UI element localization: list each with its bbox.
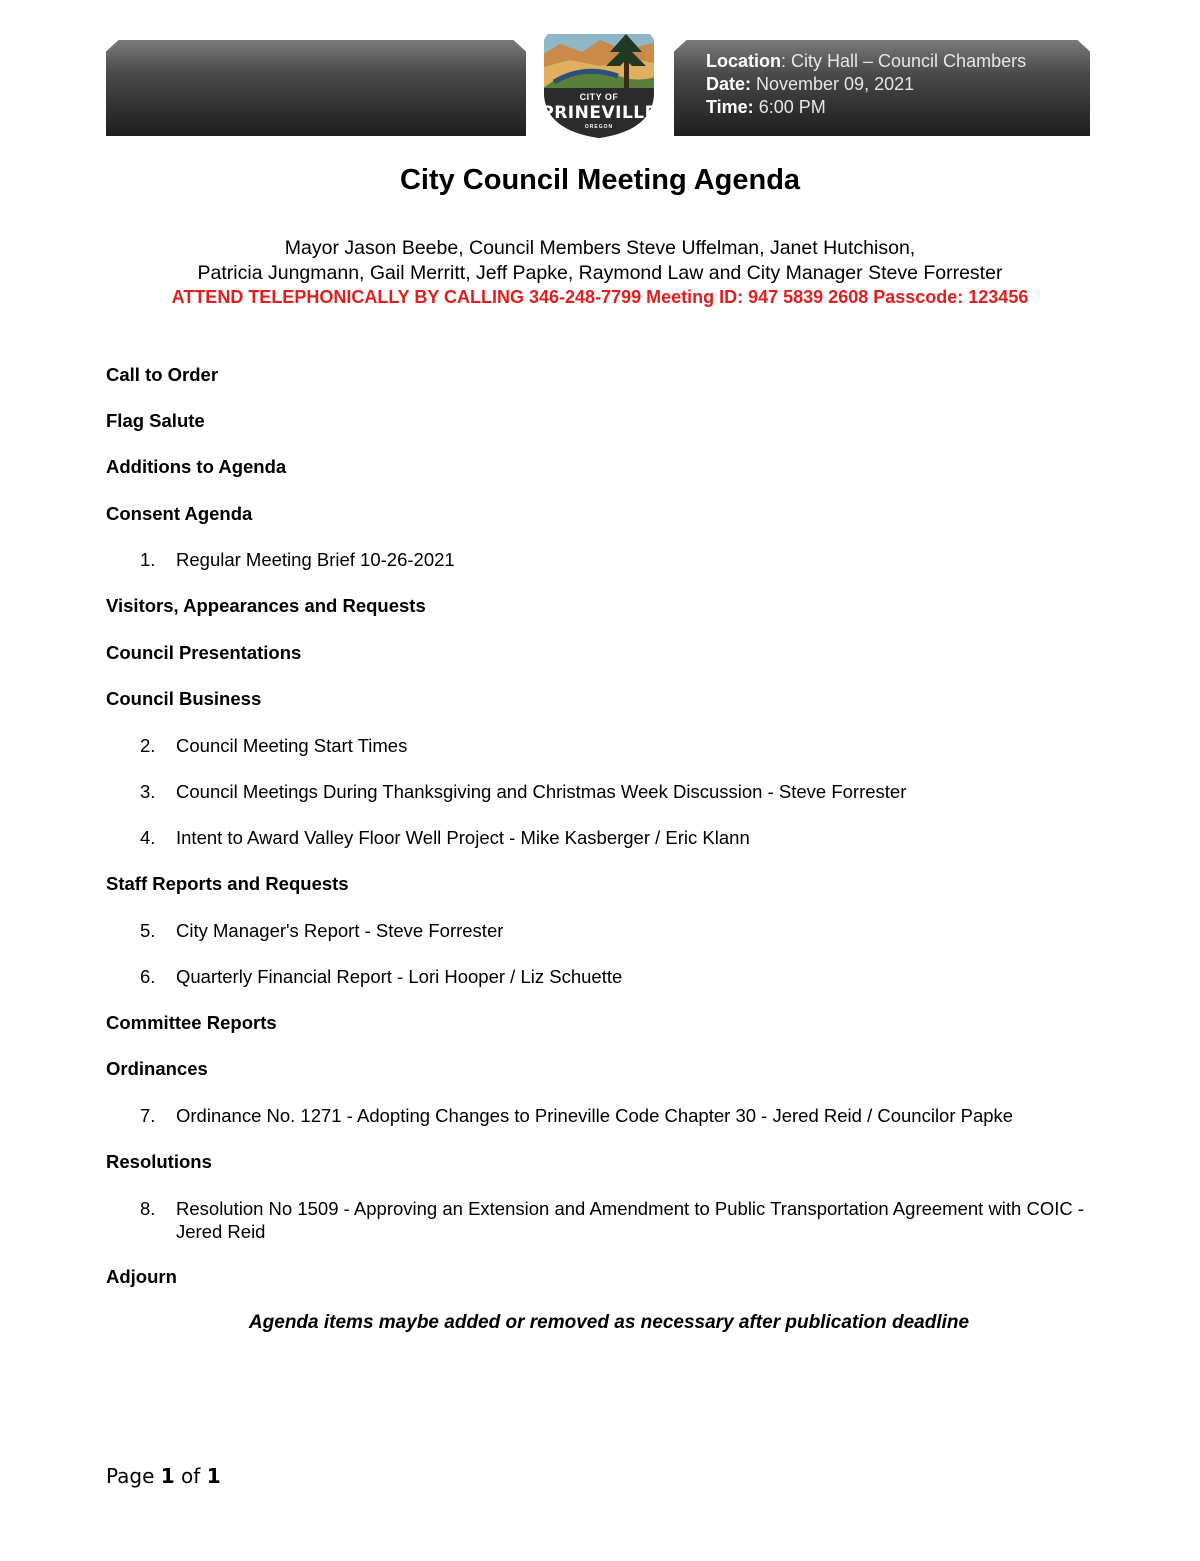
item-number: 3. [140, 781, 156, 802]
agenda-item [140, 734, 1100, 757]
agenda-item [140, 919, 1100, 942]
section-presentations: Council Presentations [106, 642, 302, 663]
section-flag-salute: Flag Salute [106, 410, 205, 431]
section-committee-reports: Committee Reports [106, 1012, 277, 1033]
section-resolutions: Resolutions [106, 1151, 212, 1172]
page-prefix: Page [106, 1464, 161, 1488]
city-logo [540, 30, 658, 140]
page-title: City Council Meeting Agenda [399, 164, 801, 196]
location-line [706, 50, 1026, 73]
item-number: 1. [140, 549, 156, 570]
section-ordinances: Ordinances [106, 1058, 208, 1079]
date-label: Date: [706, 74, 752, 94]
time-label: Time: [706, 97, 754, 117]
item-number: 8. [140, 1198, 156, 1219]
date-line [706, 73, 1026, 96]
agenda-item [140, 965, 1100, 988]
agenda-item [140, 1104, 1100, 1127]
telephone-notice: ATTEND TELEPHONICALLY BY CALLING 346-248-7799 Meeting ID: 947 5839 2608 Passcode: 123456 [171, 287, 1029, 307]
section-adjourn: Adjourn [106, 1266, 177, 1287]
page-current: 1 [160, 1464, 175, 1488]
item-number: 2. [140, 735, 156, 756]
logo-city-of: CITY OF [579, 92, 619, 102]
item-text: Regular Meeting Brief 10-26-2021 [176, 549, 455, 570]
attendees [0, 236, 1200, 286]
section-additions: Additions to Agenda [106, 456, 287, 477]
agenda-item [140, 780, 1100, 803]
agenda-item [140, 1197, 1100, 1243]
footer-note: Agenda items maybe added or removed as necessary after publication deadline [248, 1312, 970, 1333]
attendees-line-2: Patricia Jungmann, Gail Merritt, Jeff Papke, Raymond Law and City Manager Steve Forrester [197, 262, 1003, 284]
section-call-to-order: Call to Order [106, 364, 219, 385]
section-visitors: Visitors, Appearances and Requests [106, 595, 426, 616]
time-line [706, 96, 1026, 119]
item-number: 5. [140, 920, 156, 941]
item-number: 6. [140, 966, 156, 987]
section-consent-agenda: Consent Agenda [106, 503, 253, 524]
item-number: 7. [140, 1105, 156, 1126]
location-label: Location [706, 51, 781, 71]
item-text: Council Meeting Start Times [176, 735, 408, 756]
item-text: Resolution No 1509 - Approving an Extension and Amendment to Public Transportation Agreement with COIC - Jered Reid [176, 1198, 1085, 1242]
attendees-line-1: Mayor Jason Beebe, Council Members Steve Uffelman, Janet Hutchison, [284, 237, 916, 259]
item-text: Council Meetings During Thanksgiving and Christmas Week Discussion - Steve Forrester [176, 781, 907, 802]
page-total: 1 [206, 1464, 221, 1488]
item-number: 4. [140, 827, 156, 848]
item-text: Ordinance No. 1271 - Adopting Changes to Prineville Code Chapter 30 - Jered Reid / Councilor Papke [176, 1105, 1014, 1126]
agenda-item [140, 548, 1100, 571]
page-of: of [174, 1464, 207, 1488]
meeting-info [706, 50, 1026, 119]
section-staff-reports: Staff Reports and Requests [106, 873, 349, 894]
location-value: : City Hall – Council Chambers [781, 51, 1027, 71]
time-value: 6:00 PM [753, 97, 826, 117]
section-council-business: Council Business [106, 688, 262, 709]
agenda-item [140, 826, 1100, 849]
item-text: City Manager's Report - Steve Forrester [176, 920, 504, 941]
page-number [106, 1464, 221, 1488]
header-bar-left [106, 40, 526, 136]
logo-city-name: PRINEVILLE [541, 103, 657, 123]
date-value: November 09, 2021 [751, 74, 915, 94]
logo-state: OREGON [584, 124, 614, 130]
item-text: Intent to Award Valley Floor Well Project - Mike Kasberger / Eric Klann [176, 827, 750, 848]
item-text: Quarterly Financial Report - Lori Hooper / Liz Schuette [176, 966, 623, 987]
